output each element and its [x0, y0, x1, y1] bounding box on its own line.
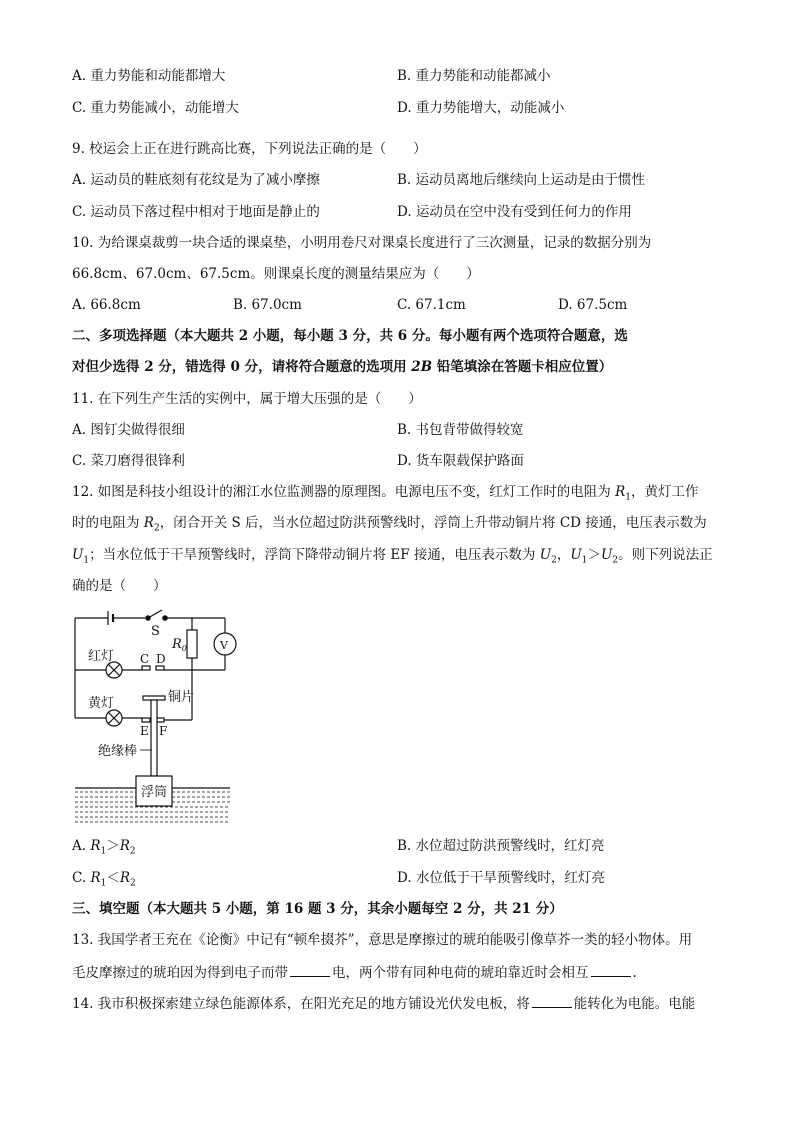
q9-option-a: A. 运动员的鞋底刻有花纹是为了减小摩擦	[72, 172, 320, 188]
sym-r: R	[119, 870, 131, 886]
q12-text: ，闭合开关 S 后，当水位超过防洪预警线时，浮筒上升带动铜片将 CD 接通，电压表示数为	[159, 515, 707, 531]
sub-2: 2	[612, 555, 619, 566]
sym-r: R	[143, 515, 154, 531]
q12-option-b: B. 水位超过防洪预警线时，红灯亮	[397, 838, 605, 854]
q10-option-d: D. 67.5cm	[558, 297, 628, 313]
q12-text: 时的电阻为	[72, 515, 144, 531]
q14-text-a: 14. 我市积极探索建立绿色能源体系，在阳光充足的地方铺设光伏发电板，将	[72, 996, 530, 1012]
q13-blank-2[interactable]	[591, 962, 631, 977]
section2-2b: 2B	[411, 359, 433, 375]
sym-u: U	[539, 547, 552, 563]
q12-text: 。则下列说法正	[618, 547, 713, 563]
q13-blank-1[interactable]	[290, 962, 330, 977]
q12-stem-line3	[72, 545, 713, 571]
q14-blank-1[interactable]	[532, 993, 572, 1008]
sub-1: 1	[83, 555, 90, 566]
q12-stem-line1	[72, 482, 698, 508]
q12-option-c	[72, 868, 136, 894]
sym-r: R	[119, 838, 130, 854]
contact-d	[156, 666, 164, 670]
q11-option-c: C. 菜刀磨得很锋利	[72, 453, 185, 469]
q8-option-b: B. 重力势能和动能都减小	[397, 68, 551, 84]
sub-2: 2	[551, 555, 557, 566]
contact-e	[142, 718, 150, 722]
label-d: D	[156, 652, 166, 666]
q10-stem-line1: 10. 为给课桌裁剪一块合适的课桌垫，小明用卷尺对课桌长度进行了三次测量，记录的数据分别为	[72, 235, 652, 251]
q12-a-pre: A.	[72, 838, 91, 854]
section2-text-a: 对但少选得 2 分，错选得 0 分，请将符合题意的选项用	[72, 359, 412, 375]
q12-text: ，	[556, 547, 571, 563]
label-f: F	[159, 724, 168, 738]
insulating-rod	[151, 700, 157, 776]
q12-text: ＞	[587, 547, 601, 563]
sym-u: U	[600, 547, 613, 563]
q11-option-b: B. 书包背带做得较宽	[397, 422, 524, 438]
q12-a-mid: ＞	[106, 838, 120, 854]
q11-stem: 11. 在下列生产生活的实例中，属于增大压强的是（ ）	[72, 391, 422, 407]
sub-1: 1	[100, 878, 107, 889]
q8-option-d: D. 重力势能增大，动能减小	[397, 100, 565, 116]
q10-option-c: C. 67.1cm	[397, 297, 466, 313]
q8-option-c: C. 重力势能减小，动能增大	[72, 100, 239, 116]
q9-stem: 9. 校运会上正在进行跳高比赛，下列说法正确的是（ ）	[72, 141, 427, 157]
contact-c	[142, 666, 150, 670]
q10-option-a: A. 66.8cm	[72, 297, 141, 313]
sub-2: 2	[153, 523, 160, 534]
section2-heading-line2	[72, 357, 612, 377]
label-copper: 铜片	[168, 690, 195, 705]
section2-text-c: 铅笔填涂在答题卡相应位置）	[432, 359, 613, 375]
q12-option-d: D. 水位低于干旱预警线时，红灯亮	[397, 870, 605, 886]
q14-text-b: 能转化为电能。电能	[573, 996, 696, 1012]
label-r0	[171, 637, 187, 653]
q9-option-b: B. 运动员离地后继续向上运动是由于惯性	[397, 172, 646, 188]
q12-text: 12. 如图是科技小组设计的湘江水位监测器的原理图。电源电压不变，红灯工作时的电阻为	[72, 484, 616, 500]
label-e: E	[140, 724, 149, 738]
label-yellow-lamp: 黄灯	[88, 696, 115, 711]
q14-stem-line1	[72, 993, 695, 1014]
q13-text-a: 毛皮摩擦过的琥珀因为得到电子而带	[72, 965, 288, 981]
label-float: 浮筒	[141, 785, 168, 800]
q12-stem-line2	[72, 513, 707, 539]
label-s: S	[151, 624, 160, 639]
section3-heading: 三、填空题（本大题共 5 小题，第 16 题 3 分，其余小题每空 2 分，共 21 分）	[72, 901, 563, 917]
label-red-lamp: 红灯	[88, 649, 115, 664]
label-v: V	[220, 639, 228, 652]
q12-stem-line4: 确的是（ ）	[72, 578, 167, 594]
label-r0-sub: 0	[181, 644, 187, 653]
q13-text-c: .	[632, 965, 637, 981]
sym-u: U	[570, 547, 582, 563]
q12-text: ，黄灯工作	[630, 484, 699, 500]
sym-r: R	[90, 870, 101, 886]
sub-1: 1	[625, 492, 631, 503]
q9-option-c: C. 运动员下落过程中相对于地面是静止的	[72, 204, 320, 220]
q8-option-a: A. 重力势能和动能都增大	[72, 68, 226, 84]
sym-u: U	[72, 547, 84, 563]
q9-option-d: D. 运动员在空中没有受到任何力的作用	[397, 204, 632, 220]
sub-2: 2	[130, 878, 136, 889]
sub-2: 2	[129, 846, 136, 857]
section2-heading-line1: 二、多项选择题（本大题共 2 小题，每小题 3 分，共 6 分。每小题有两个选项符合题意，选	[72, 328, 628, 344]
switch-blade	[148, 610, 162, 618]
q12-c-pre: C.	[72, 870, 91, 886]
resistor-r0	[187, 630, 197, 658]
q13-text-b: 电，两个带有同种电荷的琥珀靠近时会相互	[332, 965, 589, 981]
q10-option-b: B. 67.0cm	[233, 297, 302, 313]
circuit-diagram	[70, 600, 250, 830]
sym-r: R	[615, 484, 626, 500]
q12-text: ；当水位低于干旱预警线时，浮筒下降带动铜片将 EF 接通，电压表示数为	[89, 547, 540, 563]
label-rod: 绝缘棒	[98, 744, 138, 759]
sub-1: 1	[581, 555, 588, 566]
label-c: C	[140, 652, 150, 666]
q11-option-a: A. 图钉尖做得很细	[72, 422, 185, 438]
q11-option-d: D. 货车限载保护路面	[397, 453, 524, 469]
q13-stem-line2	[72, 962, 637, 983]
sub-1: 1	[100, 846, 107, 857]
sym-r: R	[90, 838, 101, 854]
q12-option-a	[72, 836, 136, 862]
q10-stem-line2: 66.8cm、67.0cm、67.5cm。则课桌长度的测量结果应为（ ）	[72, 266, 480, 282]
label-r0-main: R	[172, 637, 182, 652]
q13-stem-line1: 13. 我国学者王充在《论衡》中记有“顿牟掇芥”，意思是摩擦过的琥珀能吸引像草芥一类的轻小物体。用	[72, 932, 693, 948]
q12-c-mid: ＜	[106, 870, 120, 886]
